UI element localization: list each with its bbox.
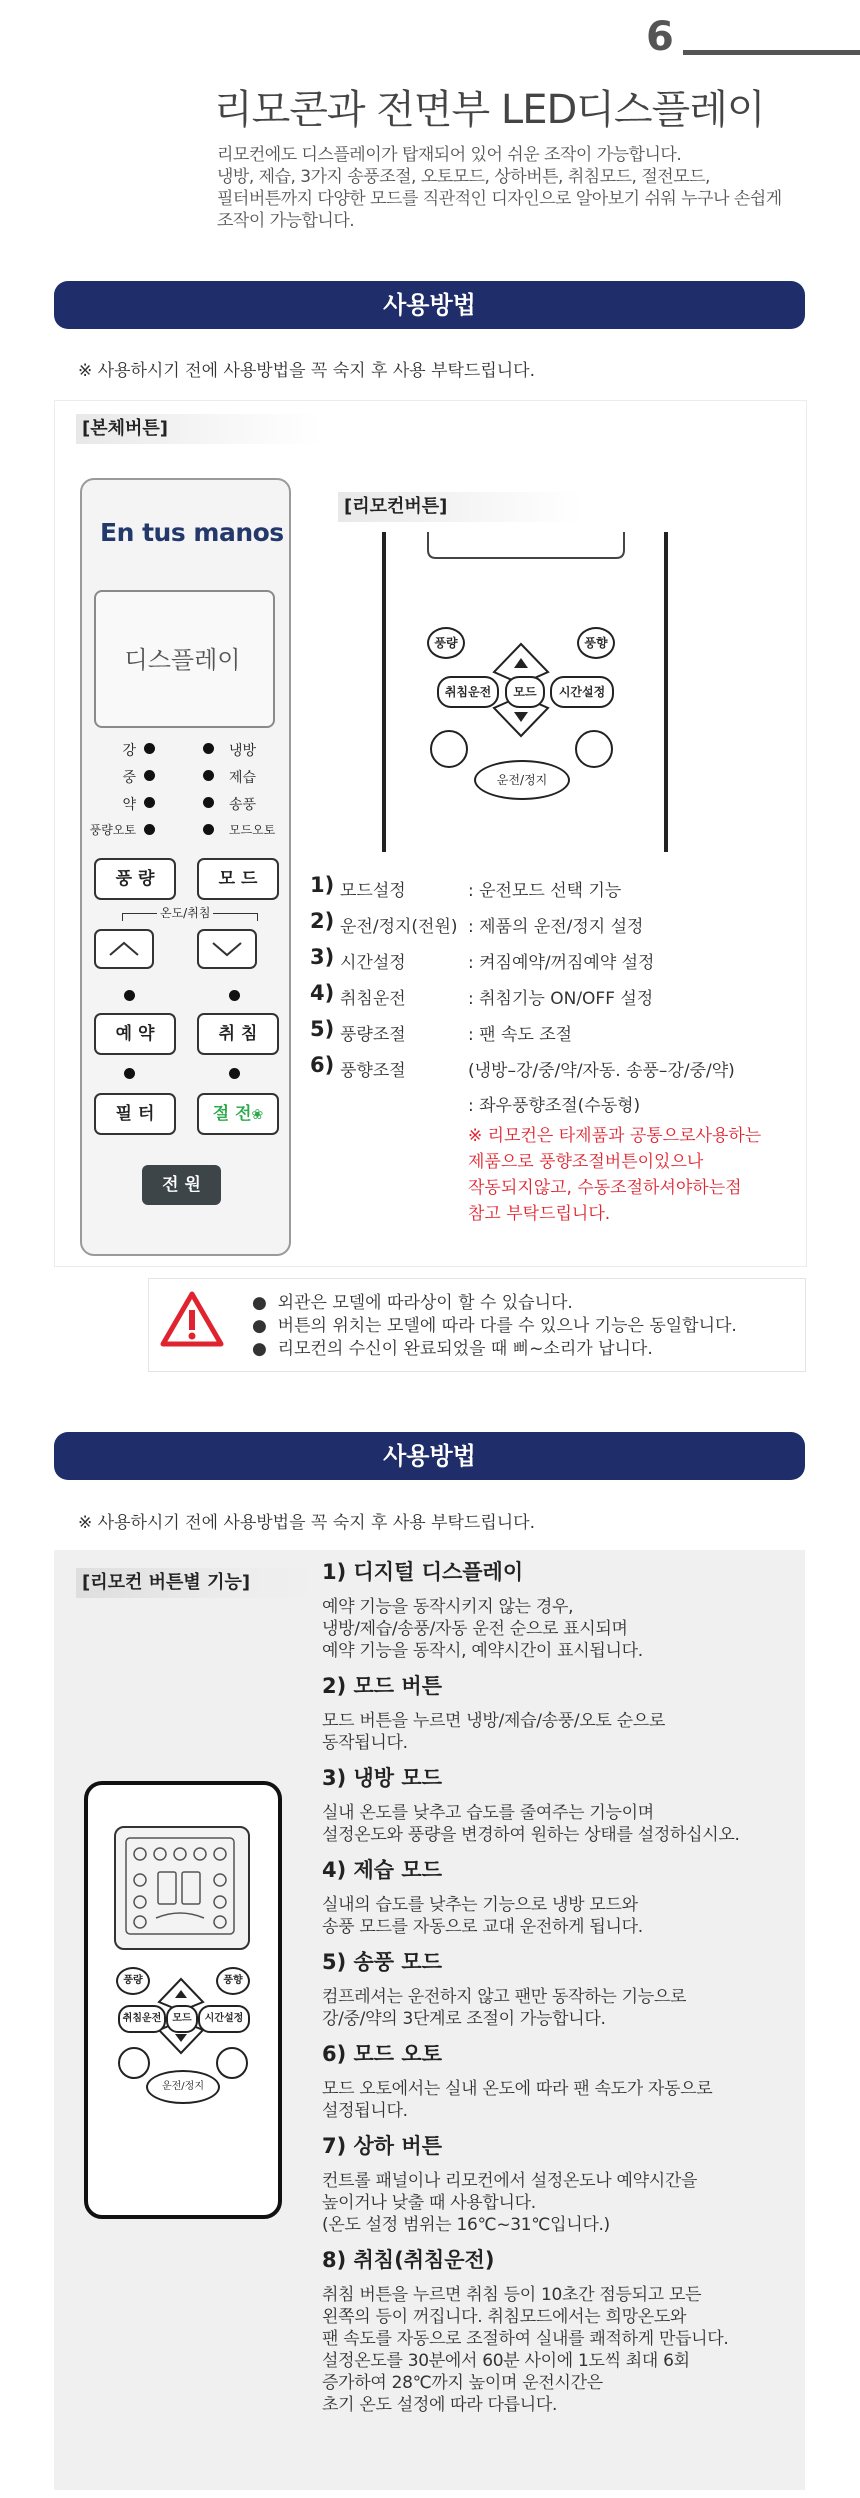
page-number-rule — [683, 50, 860, 55]
function-text: 예약 기능을 동작시키지 않는 경우, — [322, 1597, 574, 1617]
intro-line: 필터버튼까지 다양한 모드를 직관적인 디자인으로 알아보기 쉬워 누구나 손쉽게 — [217, 189, 782, 209]
remote-functions-tag: [리모컨 버튼별 기능] — [76, 1568, 322, 1598]
red-note — [468, 1123, 800, 1227]
remote-fan-button[interactable]: 풍량 — [427, 627, 465, 659]
function-name: 시간설정 — [340, 953, 406, 973]
chevron-down-icon — [199, 931, 255, 967]
function-desc: : 운전모드 선택 기능 — [468, 881, 622, 901]
led-label-mid: 중 — [122, 770, 136, 786]
red-note-line: 제품으로 풍향조절버튼이있으나 — [468, 1152, 704, 1172]
function-desc: : 좌우풍향조절(수동형) — [468, 1096, 641, 1116]
function-desc: : 취침기능 ON/OFF 설정 — [468, 989, 654, 1009]
function-title: 3) 냉방 모드 — [322, 1766, 442, 1790]
function-text: 컴프레셔는 운전하지 않고 팬만 동작하는 기능으로 — [322, 1987, 687, 2007]
function-text: 냉방/제습/송풍/자동 운전 순으로 표시되며 — [322, 1619, 628, 1639]
function-text: 강/중/약의 3단계로 조절이 가능합니다. — [322, 2009, 606, 2029]
function-item — [322, 1670, 792, 1754]
function-list — [310, 873, 800, 1227]
remote-power-button[interactable]: 운전/정지 — [146, 2070, 220, 2104]
function-row — [310, 945, 800, 981]
function-text: 설정온도와 풍량을 변경하여 원하는 상태를 설정하십시오. — [322, 1825, 740, 1845]
led-label-high: 강 — [122, 743, 136, 759]
fan-button[interactable]: 풍 량 — [94, 858, 176, 900]
function-item — [322, 1762, 792, 1846]
led-indicator — [203, 743, 214, 754]
warning-icon — [160, 1290, 224, 1348]
function-item — [322, 1556, 792, 1662]
down-button[interactable] — [197, 929, 257, 969]
function-row — [310, 1017, 800, 1053]
function-item — [322, 2244, 792, 2416]
function-title: 2) 모드 버튼 — [322, 1674, 442, 1698]
caution-item — [252, 1311, 737, 1334]
function-desc: (냉방–강/중/약/자동. 송풍–강/중/약) — [468, 1061, 735, 1081]
bullet-icon: ● — [252, 1316, 278, 1336]
function-number: 3) — [310, 945, 335, 969]
function-item — [322, 1854, 792, 1938]
remote-swing-button[interactable]: 풍향 — [216, 1967, 250, 1995]
led-indicator — [229, 1068, 240, 1079]
intro-line: 조작이 가능합니다. — [217, 211, 355, 231]
remote-timer-button[interactable]: 시간설정 — [550, 676, 614, 708]
function-name: 취침운전 — [340, 989, 406, 1009]
led-label-fan: 송풍 — [229, 797, 257, 813]
function-number: 1) — [310, 873, 335, 897]
remote-fan-button[interactable]: 풍량 — [116, 1967, 150, 1995]
eco-button[interactable] — [197, 1093, 279, 1135]
page-number: 6 — [646, 14, 674, 60]
remote-buttons-tag: [리모컨버튼] — [338, 492, 584, 522]
led-indicator — [144, 770, 155, 781]
led-indicator — [144, 824, 155, 835]
temp-timer-label: 온도/취침 — [157, 904, 213, 921]
remote-function-descriptions — [322, 1556, 792, 2424]
function-item — [322, 2130, 792, 2236]
remote-round-button[interactable] — [216, 2047, 248, 2079]
function-text: 송풍 모드를 자동으로 교대 운전하게 됩니다. — [322, 1917, 643, 1937]
caution-text: 버튼의 위치는 모델에 따라 다를 수 있으나 기능은 동일합니다. — [277, 1316, 737, 1336]
red-note-line: ※ 리모컨은 타제품과 공통으로사용하는 — [468, 1126, 762, 1146]
function-name: 운전/정지(전원) — [340, 917, 458, 937]
lcd-icons — [116, 1828, 244, 1944]
up-button[interactable] — [94, 929, 154, 969]
function-text: 동작됩니다. — [322, 1733, 408, 1753]
led-indicator — [203, 770, 214, 781]
led-indicator — [144, 743, 155, 754]
function-title: 1) 디지털 디스플레이 — [322, 1560, 524, 1584]
filter-button[interactable]: 필 터 — [94, 1093, 176, 1135]
function-number: 2) — [310, 909, 335, 933]
function-desc: : 팬 속도 조절 — [468, 1025, 573, 1045]
intro-line: 냉방, 제습, 3가지 송풍조절, 오토모드, 상하버튼, 취침모드, 절전모드, — [217, 167, 710, 187]
function-row — [310, 873, 800, 909]
remote-timer-button[interactable]: 시간설정 — [198, 2005, 250, 2033]
function-number: 6) — [310, 1053, 335, 1077]
led-label-dry: 제습 — [229, 770, 257, 786]
led-label-cool: 냉방 — [229, 743, 257, 759]
red-note-line: 참고 부탁드립니다. — [468, 1204, 611, 1224]
function-text: 모드 버튼을 누르면 냉방/제습/송풍/오토 순으로 — [322, 1711, 666, 1731]
function-text: 높이거나 낮출 때 사용합니다. — [322, 2193, 536, 2213]
function-text: 초기 온도 설정에 따라 다릅니다. — [322, 2395, 558, 2415]
led-indicator — [203, 797, 214, 808]
remote-mode-button[interactable]: 모드 — [166, 2005, 198, 2033]
function-text: 왼쪽의 등이 꺼집니다. 취침모드에서는 희망온도와 — [322, 2307, 687, 2327]
led-indicator — [203, 824, 214, 835]
usage-notice: ※ 사용하시기 전에 사용방법을 꼭 숙지 후 사용 부탁드립니다. — [78, 1513, 536, 1533]
caution-text: 외관은 모델에 따라상이 할 수 있습니다. — [277, 1293, 573, 1313]
function-text: 실내의 습도를 낮추는 기능으로 냉방 모드와 — [322, 1895, 638, 1915]
function-row — [310, 1053, 800, 1089]
function-text: 설정온도를 30분에서 60분 사이에 1도씩 최대 6회 — [322, 2351, 690, 2371]
remote-swing-button[interactable]: 풍향 — [577, 627, 615, 659]
led-label-fan-auto: 풍량오토 — [89, 823, 136, 837]
sleep-button[interactable]: 취 침 — [197, 1013, 279, 1055]
function-name: 풍량조절 — [340, 1025, 406, 1045]
function-title: 8) 취침(취침운전) — [322, 2248, 495, 2272]
function-name: 풍향조절 — [340, 1061, 406, 1081]
caution-text: 리모컨의 수신이 완료되었을 때 삐~소리가 납니다. — [277, 1339, 653, 1359]
unit-display-label: 디스플레이 — [124, 646, 241, 674]
bullet-icon: ● — [252, 1293, 278, 1313]
led-label-low: 약 — [122, 797, 136, 813]
eco-button-label: 절 전 — [212, 1104, 252, 1124]
function-row — [310, 909, 800, 945]
function-item — [322, 2038, 792, 2122]
remote-round-button[interactable] — [118, 2047, 150, 2079]
usage-notice: ※ 사용하시기 전에 사용방법을 꼭 숙지 후 사용 부탁드립니다. — [78, 361, 536, 381]
function-text: 팬 속도를 자동으로 조절하여 실내를 쾌적하게 만듭니다. — [322, 2329, 729, 2349]
function-number: 5) — [310, 1017, 335, 1041]
function-title: 4) 제습 모드 — [322, 1858, 442, 1882]
function-text: 증가하여 28℃까지 높이며 운전시간은 — [322, 2373, 603, 2393]
function-text: 모드 오토에서는 실내 온도에 따라 팬 속도가 자동으로 — [322, 2079, 713, 2099]
function-title: 6) 모드 오토 — [322, 2042, 442, 2066]
caution-item — [252, 1334, 737, 1357]
remote-mode-button[interactable]: 모드 — [505, 676, 545, 708]
function-text: 설정됩니다. — [322, 2101, 408, 2121]
power-button[interactable]: 전 원 — [142, 1165, 221, 1205]
function-number: 4) — [310, 981, 335, 1005]
leaf-icon: ❀ — [251, 1107, 264, 1123]
brand-logo: En tus manos — [100, 518, 284, 547]
led-indicator — [229, 990, 240, 1001]
divider — [257, 913, 258, 921]
divider — [122, 913, 123, 921]
body-buttons-tag: [본체버튼] — [76, 414, 322, 444]
intro-text — [217, 144, 837, 232]
caution-list — [252, 1288, 737, 1357]
led-label-mode-auto: 모드오토 — [229, 823, 276, 837]
function-title: 5) 송풍 모드 — [322, 1950, 442, 1974]
remote-power-button[interactable]: 운전/정지 — [474, 760, 570, 800]
remote-sleep-button[interactable]: 취침운전 — [437, 676, 499, 708]
remote-round-button[interactable] — [575, 730, 613, 768]
chevron-up-icon — [96, 931, 152, 967]
function-title: 7) 상하 버튼 — [322, 2134, 442, 2158]
function-row — [310, 1089, 800, 1123]
remote-round-button[interactable] — [430, 730, 468, 768]
section-banner: 사용방법 — [54, 1432, 805, 1480]
remote-sleep-button[interactable]: 취침운전 — [118, 2005, 166, 2033]
section-banner: 사용방법 — [54, 281, 805, 329]
function-text: 컨트롤 패널이나 리모컨에서 설정온도나 예약시간을 — [322, 2171, 698, 2191]
reserve-button[interactable]: 예 약 — [94, 1013, 176, 1055]
function-desc: : 켜짐예약/꺼짐예약 설정 — [468, 953, 655, 973]
function-text: (온도 설정 범위는 16℃~31℃입니다.) — [322, 2215, 610, 2235]
caution-item — [252, 1288, 737, 1311]
function-text: 실내 온도를 낮추고 습도를 줄여주는 기능이며 — [322, 1803, 654, 1823]
page-title: 리모콘과 전면부 LED디스플레이 — [214, 87, 765, 133]
function-item — [322, 1946, 792, 2030]
function-desc: : 제품의 운전/정지 설정 — [468, 917, 644, 937]
function-text: 취침 버튼을 누르면 취침 등이 10초간 점등되고 모든 — [322, 2285, 702, 2305]
led-indicator — [144, 797, 155, 808]
function-row — [310, 981, 800, 1017]
remote-lcd — [114, 1826, 250, 1950]
red-note-line: 작동되지않고, 수동조절하셔야하는점 — [468, 1178, 742, 1198]
led-indicator — [124, 1068, 135, 1079]
function-name: 모드설정 — [340, 881, 406, 901]
bullet-icon: ● — [252, 1339, 278, 1359]
mode-button[interactable]: 모 드 — [197, 858, 279, 900]
intro-line: 리모컨에도 디스플레이가 탑재되어 있어 쉬운 조작이 가능합니다. — [217, 145, 682, 165]
function-text: 예약 기능을 동작시, 예약시간이 표시됩니다. — [322, 1641, 643, 1661]
led-indicator — [124, 990, 135, 1001]
